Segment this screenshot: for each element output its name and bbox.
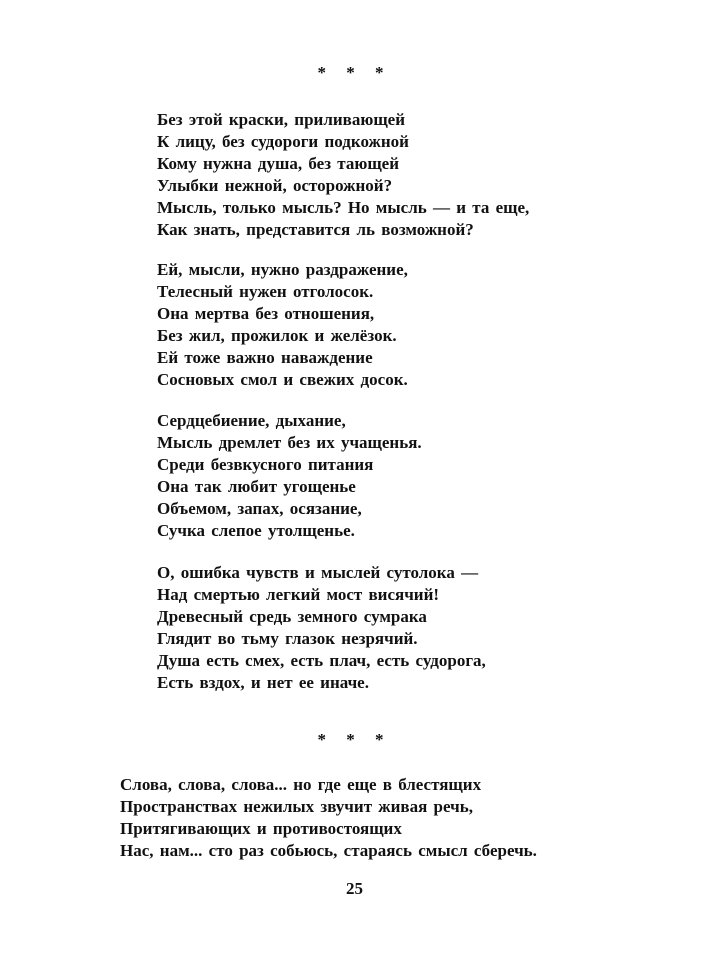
verse-line: Телесный нужен отголосок. bbox=[157, 282, 374, 301]
verse-line: Есть вздох, и нет ее иначе. bbox=[157, 673, 369, 692]
poem1-stanza-2 bbox=[157, 259, 408, 391]
verse-line: Притягивающих и противостоящих bbox=[120, 819, 402, 838]
verse-line: Кому нужна душа, без тающей bbox=[157, 154, 400, 173]
verse-line: Сосновых смол и свежих досок. bbox=[157, 370, 408, 389]
verse-line: Древесный средь земного сумрака bbox=[157, 607, 427, 626]
verse-line: Пространствах нежилых звучит живая речь, bbox=[120, 797, 473, 816]
verse-line: К лицу, без судороги подкожной bbox=[157, 132, 409, 151]
poem2-stanza-1 bbox=[120, 774, 537, 862]
verse-line: Душа есть смех, есть плач, есть судорога, bbox=[157, 651, 486, 670]
verse-line: Без этой краски, приливающей bbox=[157, 110, 406, 129]
verse-line: Без жил, прожилок и желёзок. bbox=[157, 326, 397, 345]
verse-line: Нас, нам... сто раз собьюсь, стараясь смысл сберечь. bbox=[120, 841, 537, 860]
verse-line: Среди безвкусного питания bbox=[157, 455, 374, 474]
verse-line: Сердцебиение, дыхание, bbox=[157, 411, 346, 430]
page-number: 25 bbox=[346, 879, 363, 898]
verse-line: Как знать, представится ль возможной? bbox=[157, 220, 474, 239]
verse-line: Она мертва без отношения, bbox=[157, 304, 375, 323]
verse-line: Она так любит угощенье bbox=[157, 477, 356, 496]
verse-line: Улыбки нежной, осторожной? bbox=[157, 176, 393, 195]
verse-line: О, ошибка чувств и мыслей сутолока — bbox=[157, 563, 479, 582]
poem2-separator: * * * bbox=[317, 730, 392, 749]
verse-line: Ей, мысли, нужно раздражение, bbox=[157, 260, 408, 279]
verse-line: Мысль, только мысль? Но мысль — и та еще, bbox=[157, 198, 530, 217]
verse-line: Ей тоже важно наваждение bbox=[157, 348, 373, 367]
verse-line: Сучка слепое утолщенье. bbox=[157, 521, 355, 540]
poem1-stanza-3 bbox=[157, 410, 422, 542]
verse-line: Над смертью легкий мост висячий! bbox=[157, 585, 440, 604]
verse-line: Мысль дремлет без их учащенья. bbox=[157, 433, 422, 452]
poem1-separator: * * * bbox=[317, 63, 392, 82]
verse-line: Слова, слова, слова... но где еще в блестящих bbox=[120, 775, 482, 794]
verse-line: Глядит во тьму глазок незрячий. bbox=[157, 629, 418, 648]
poem1-stanza-1 bbox=[157, 109, 529, 241]
verse-line: Объемом, запах, осязание, bbox=[157, 499, 362, 518]
poem1-stanza-4 bbox=[157, 562, 486, 694]
